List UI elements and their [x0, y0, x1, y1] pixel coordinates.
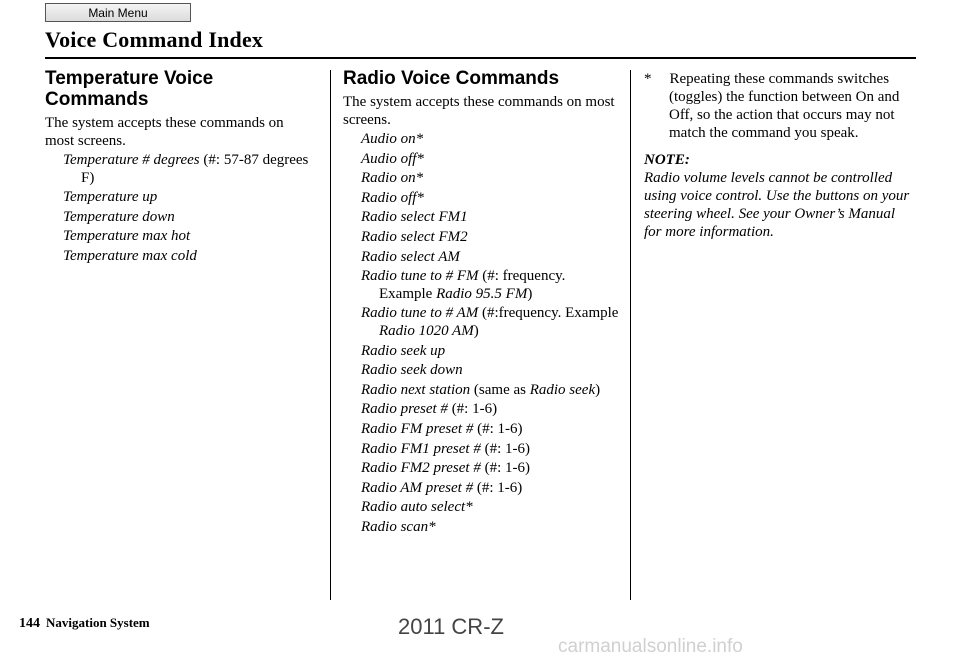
command-note: (#: 1-6): [447, 401, 498, 418]
footnote-mark: *: [644, 71, 652, 87]
radio-command-item: [361, 268, 621, 303]
radio-heading: Radio Voice Commands: [343, 68, 560, 89]
command-example: Radio 1020 AM: [379, 322, 474, 339]
temperature-command-list: [63, 152, 315, 266]
page-number: 144: [19, 616, 40, 631]
command-phrase: Radio on*: [361, 170, 424, 187]
temperature-command-item: [63, 209, 315, 227]
command-example: Radio 95.5 FM: [436, 285, 528, 302]
radio-command-item: [361, 401, 621, 419]
radio-command-item: [361, 441, 621, 459]
command-note-close: ): [473, 322, 479, 339]
command-note: (same as: [470, 381, 530, 398]
radio-command-item: [361, 190, 621, 208]
command-phrase: Radio seek down: [361, 362, 463, 379]
temperature-column: [45, 68, 315, 268]
page-footer: [19, 615, 150, 632]
column-divider-2: [630, 70, 631, 600]
temperature-intro: The system accepts these commands on most screens.: [45, 115, 284, 149]
command-note: (#: 57-87 degrees F): [81, 152, 309, 186]
command-note: (#: 1-6): [480, 460, 530, 477]
command-phrase: Temperature max cold: [63, 247, 197, 264]
command-phrase: Radio select FM2: [361, 228, 468, 245]
command-phrase: Temperature down: [63, 208, 175, 225]
command-note: (#: 1-6): [473, 479, 523, 496]
radio-command-item: [361, 305, 621, 340]
notes-column: [644, 68, 916, 241]
toggle-footnote: [644, 70, 916, 142]
main-menu-button[interactable]: Main Menu: [45, 3, 191, 22]
column-divider-1: [330, 70, 331, 600]
radio-command-item: [361, 421, 621, 439]
radio-command-item: [361, 519, 621, 537]
command-phrase: Temperature # degrees: [63, 152, 200, 168]
radio-command-list: [361, 131, 621, 536]
model-label: 2011 CR-Z: [398, 614, 504, 639]
note-text: Radio volume levels cannot be controlled using voice control. Use the buttons on your steering wheel. See your Owner’s Manual for more information.: [644, 170, 910, 240]
radio-command-item: [361, 170, 621, 188]
radio-command-item: [361, 362, 621, 380]
command-phrase: Radio off*: [361, 189, 424, 206]
radio-command-item: [361, 382, 621, 400]
temperature-command-item: [63, 228, 315, 246]
command-phrase: Radio FM preset #: [361, 420, 474, 437]
temperature-heading: Temperature Voice Commands: [45, 68, 214, 110]
command-phrase: Radio scan*: [361, 518, 436, 535]
command-phrase: Radio FM1 preset #: [361, 440, 481, 457]
watermark: carmanualsonline.info: [558, 636, 743, 657]
command-phrase: Radio AM preset #: [361, 479, 474, 496]
radio-intro: The system accepts these commands on most screens.: [343, 94, 615, 128]
page-title: Voice Command Index: [45, 27, 264, 52]
command-phrase: Radio tune to # FM: [361, 268, 479, 285]
command-phrase: Radio preset #: [361, 401, 448, 418]
radio-command-item: [361, 499, 621, 517]
title-divider: [45, 57, 916, 59]
radio-command-item: [361, 131, 621, 149]
footnote-text: Repeating these commands switches (toggles) the function between On and Off, so the action that occurs may not match the command you speak.: [669, 71, 900, 141]
command-phrase: Radio FM2 preset #: [361, 460, 481, 477]
command-phrase: Radio next station: [361, 381, 471, 398]
command-phrase: Radio auto select*: [361, 499, 473, 516]
command-phrase: Radio select FM1: [361, 209, 468, 226]
command-example: Radio seek: [529, 381, 596, 398]
command-phrase: Temperature max hot: [63, 228, 191, 245]
radio-command-item: [361, 460, 621, 478]
temperature-command-item: [63, 152, 315, 187]
command-note-close: ): [595, 381, 601, 398]
section-name: Navigation System: [46, 615, 150, 630]
note-label: NOTE:: [644, 152, 690, 168]
radio-command-item: [361, 480, 621, 498]
command-phrase: Radio seek up: [361, 342, 446, 359]
command-phrase: Audio on*: [361, 131, 424, 147]
command-phrase: Temperature up: [63, 189, 158, 206]
radio-command-item: [361, 151, 621, 169]
command-note-close: ): [527, 285, 533, 302]
command-note: (#: frequency. Example: [379, 268, 566, 302]
command-phrase: Audio off*: [361, 150, 424, 167]
command-note: (#: 1-6): [473, 420, 523, 437]
command-phrase: Radio tune to # AM: [361, 305, 479, 322]
radio-command-item: [361, 229, 621, 247]
command-note: (#: 1-6): [480, 440, 530, 457]
temperature-command-item: [63, 248, 315, 266]
radio-command-item: [361, 249, 621, 267]
command-phrase: Radio select AM: [361, 248, 460, 265]
radio-command-item: [361, 209, 621, 227]
radio-command-item: [361, 343, 621, 361]
command-note: (#:frequency. Example: [478, 305, 619, 322]
radio-column: [343, 68, 621, 538]
temperature-command-item: [63, 189, 315, 207]
